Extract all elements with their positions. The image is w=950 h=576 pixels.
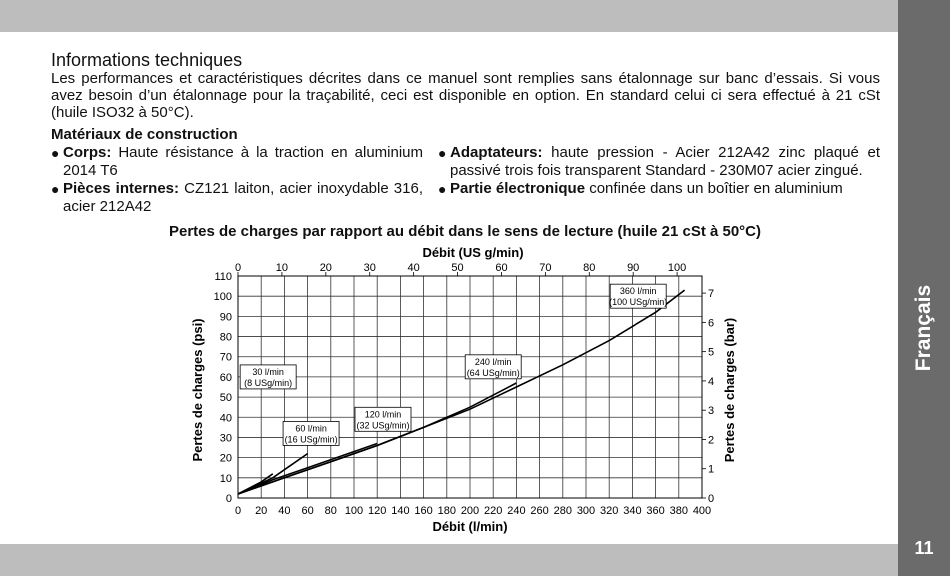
series-callout: [283, 421, 339, 445]
x-tick-label: 0: [234, 505, 242, 517]
x-axis-label: Débit (l/min): [432, 519, 508, 534]
x-tick-label: 180: [437, 505, 456, 517]
chart-title: Pertes de charges par rapport au débit dans le sens de lecture (huile 21 cSt à 50°C): [168, 223, 762, 240]
material-text: haute pression - Acier 212A42 zinc plaqué et passivé trois fois transparent Standard - 230M07 acier zingué.: [450, 144, 880, 179]
x2-tick-label: 80: [583, 262, 596, 274]
bullet-icon: ●: [438, 145, 447, 161]
callout-line-2: (32 USg/min): [356, 420, 410, 431]
callout-line-1: 120 l/min: [364, 409, 402, 420]
x-tick-label: 140: [391, 505, 410, 517]
callout-line-2: (16 USg/min): [284, 434, 338, 445]
y-axis-label: Pertes de charges (psi): [190, 318, 205, 462]
x-tick-label: 300: [576, 505, 596, 517]
x2-tick-label: 20: [319, 262, 332, 274]
x2-tick-label: 30: [363, 262, 376, 274]
x-tick-label: 20: [255, 505, 268, 517]
y2-tick-label: 5: [708, 346, 715, 359]
material-label: Corps:: [63, 144, 112, 161]
x2-tick-label: 0: [234, 262, 242, 274]
series-callout: [240, 365, 296, 389]
x2-tick-label: 100: [667, 262, 687, 274]
y-tick-label: 50: [219, 392, 232, 405]
callout-line-1: 360 l/min: [619, 286, 657, 297]
y-tick-label: 10: [219, 472, 232, 485]
x-tick-label: 260: [530, 505, 549, 517]
material-text: CZ121 laiton, acier inoxydable 316, acier 212A42: [63, 180, 423, 215]
x2-tick-label: 90: [627, 262, 640, 274]
material-label: Partie électronique: [450, 180, 586, 197]
x-tick-label: 100: [344, 505, 364, 517]
x-tick-label: 340: [623, 505, 642, 517]
series-callout: [609, 284, 667, 308]
x-tick-label: 400: [692, 505, 712, 517]
y-tick-label: 110: [214, 271, 232, 283]
y2-tick-label: 1: [708, 463, 715, 476]
x2-tick-label: 60: [495, 262, 508, 274]
y2-tick-label: 4: [708, 375, 715, 388]
y-tick-label: 100: [213, 291, 232, 304]
y2-tick-label: 6: [708, 317, 715, 330]
y-tick-label: 30: [219, 432, 232, 445]
x-tick-label: 60: [301, 505, 314, 517]
x-tick-label: 220: [484, 505, 503, 517]
y2-tick-label: 2: [708, 434, 715, 447]
x-tick-label: 80: [324, 505, 337, 517]
y-tick-label: 70: [219, 351, 232, 364]
material-text: confinée dans un boîtier en aluminium: [585, 180, 843, 197]
y2-tick-label: 3: [708, 405, 715, 418]
y-tick-label: 90: [219, 311, 232, 324]
x-tick-label: 120: [368, 505, 387, 517]
x-tick-label: 240: [507, 505, 526, 517]
material-label: Adaptateurs:: [450, 144, 543, 161]
callout-line-2: (100 USg/min): [609, 297, 668, 308]
bullet-icon: ●: [51, 181, 60, 197]
series-line: [238, 290, 685, 494]
chart-grid: [238, 276, 702, 498]
x-tick-label: 200: [460, 505, 480, 517]
callout-line-1: 30 l/min: [252, 366, 284, 377]
y-tick-label: 60: [219, 371, 232, 384]
material-label: Pièces internes:: [63, 180, 179, 197]
y2-axis-label: Pertes de charges (bar): [722, 317, 737, 463]
callout-line-2: (8 USg/min): [244, 377, 293, 388]
x-tick-label: 40: [278, 505, 291, 517]
y-tick-label: 80: [219, 331, 232, 344]
language-label: Français: [912, 284, 935, 372]
bullet-icon: ●: [51, 145, 60, 161]
callout-line-1: 60 l/min: [295, 423, 327, 434]
page-number: 11: [914, 538, 934, 558]
y2-tick-label: 7: [708, 288, 715, 301]
section-title: Informations techniques: [51, 50, 243, 70]
x-tick-label: 320: [600, 505, 619, 517]
x-tick-label: 360: [646, 505, 665, 517]
bullet-icon: ●: [438, 181, 447, 197]
material-text: Haute résistance à la traction en aluminium 2014 T6: [63, 144, 423, 179]
y-tick-label: 0: [225, 493, 232, 505]
x-tick-label: 380: [669, 505, 688, 517]
series-callout: [465, 355, 521, 379]
chart-series: [238, 290, 685, 494]
series-callout: [355, 407, 411, 431]
x-tick-label: 280: [553, 505, 572, 517]
intro-paragraph: Les performances et caractéristiques décrites dans ce manuel sont remplies sans étalonnage sur banc d’essais. Si vous avez besoin d’un étalonnage pour la traçabilité, ceci est disponible en option. En standard celui ci sera effectué à 21 cSt (huile ISO32 à 50°C).: [51, 70, 880, 121]
y-tick-label: 20: [219, 452, 232, 465]
y-tick-label: 40: [219, 412, 232, 425]
x-tick-label: 160: [414, 505, 433, 517]
x2-tick-label: 50: [451, 262, 464, 274]
x2-tick-label: 10: [275, 262, 289, 274]
callout-line-2: (64 USg/min): [466, 367, 520, 378]
chart-annotations: [240, 284, 667, 445]
materials-heading: Matériaux de construction: [51, 126, 238, 143]
x2-axis-label: Débit (US g/min): [422, 245, 524, 260]
callout-line-1: 240 l/min: [474, 356, 512, 367]
y2-tick-label: 0: [708, 493, 715, 505]
x2-tick-label: 40: [407, 262, 420, 274]
x2-tick-label: 70: [539, 262, 552, 274]
